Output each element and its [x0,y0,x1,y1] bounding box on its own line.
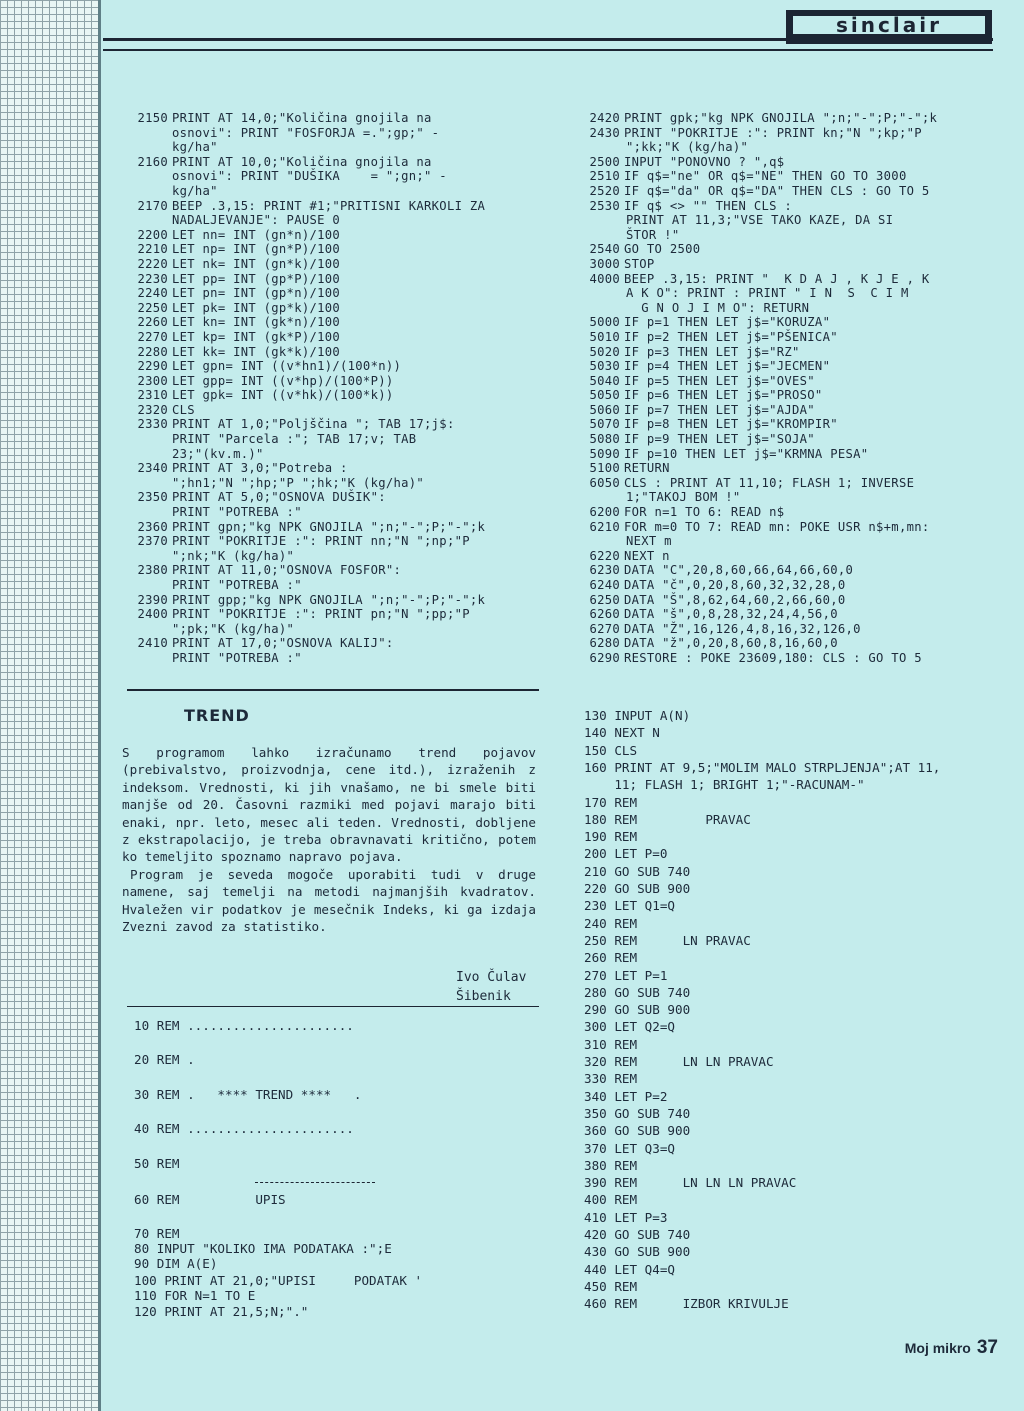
code-line [582,520,937,549]
code-line: 110 FOR N=1 TO E [134,1288,256,1303]
line-text: DATA "š",0,8,28,32,24,4,56,0 [624,607,838,622]
line-continuation: ŠTOR !" [626,227,680,242]
line-continuation: osnovi": PRINT "FOSFORJA =.";gp;" - [172,125,440,140]
line-text: IF p=3 THEN LET j$="RZ" [624,344,800,359]
line-continuation: PRINT "POTREBA :" [172,650,302,665]
line-continuation: A K O": PRINT : PRINT " I N S C I M [626,286,909,301]
listing-left-top [128,111,485,666]
line-number: 6050 [589,475,620,490]
line-text: IF p=8 THEN LET j$="KROMPIR" [624,417,838,432]
line-number: 2370 [137,534,168,549]
line-number: 2170 [137,198,168,213]
code-line [582,315,937,330]
line-number: 2210 [137,242,168,257]
line-number: 2510 [589,169,620,184]
code-line: 380 REM [584,1157,638,1173]
line-text: IF p=10 THEN LET j$="KRMNA PESA" [624,446,869,461]
line-text: BEEP .3,15: PRINT " K D A J , K J E , K [624,271,930,286]
code-line: 310 REM [584,1036,638,1052]
code-line [582,578,937,593]
line-text: PRINT AT 3,0;"Potreba : [172,461,348,476]
code-line [582,593,937,608]
line-continuation: ";hn1;"N ";hp;"P ";hk;"K (kg/ha)" [172,475,425,490]
code-line [128,242,485,257]
line-number: 2420 [589,111,620,125]
line-number: 5050 [589,388,620,403]
code-line [128,607,485,636]
section-rule-left [127,689,539,691]
line-number: 5020 [589,344,620,359]
line-text: LET gpk= INT ((v*hk)/(100*k)) [172,388,394,403]
line-number: 2390 [137,592,168,607]
article-title: TREND [184,706,250,725]
code-line: 390 REM LN LN LN PRAVAC [584,1175,797,1191]
code-line [128,315,485,330]
line-text: LET gpp= INT ((v*hp)/(100*P)) [172,373,394,388]
code-line: 130 INPUT A(N) [584,708,691,723]
code-line [582,607,937,622]
code-line [128,490,485,519]
code-line [128,520,485,535]
line-number: 6220 [589,548,620,563]
line-number: 6210 [589,519,620,534]
line-number: 6240 [589,578,620,592]
line-number: 2230 [137,271,168,286]
line-number: 6290 [589,650,620,665]
code-line: 260 REM [584,950,638,966]
line-text: GO TO 2500 [624,242,701,257]
line-continuation: PRINT AT 11,3;"VSE TAKO KAZE, DA SI [626,213,894,228]
code-line: 190 REM [584,829,638,845]
code-line: 50 REM [134,1156,180,1171]
code-line: 440 LET Q4=Q [584,1261,675,1277]
line-text: LET kk= INT (gk*k)/100 [172,344,341,359]
line-number: 6260 [589,607,620,622]
line-number: 2250 [137,300,168,315]
line-number: 2320 [137,402,168,417]
code-line: 70 REM [134,1226,180,1241]
code-line [128,534,485,563]
line-number: 5040 [589,373,620,388]
code-line: 220 GO SUB 900 [584,881,691,896]
line-text: DATA "Š",8,62,64,60,2,66,60,0 [624,592,846,607]
line-text: PRINT gpn;"kg NPK GNOJILA ";n;"-";P;"-";k [172,519,486,534]
line-number: 5080 [589,432,620,447]
code-line [582,126,937,155]
line-text: LET np= INT (gn*P)/100 [172,242,341,257]
line-number: 2220 [137,256,168,271]
line-continuation: kg/ha" [172,183,218,198]
code-line: 360 GO SUB 900 [584,1123,691,1139]
code-line: 210 GO SUB 740 [584,863,691,879]
line-number: 2520 [589,183,620,198]
page-number: 37 [976,1337,998,1358]
code-line [128,374,485,389]
code-line [582,432,937,447]
magazine-name: Moj mikro [904,1340,971,1356]
code-line: 11; FLASH 1; BRIGHT 1;"-RACUNAM-" [584,777,865,793]
line-text: PRINT gpk;"kg NPK GNOJILA ";n;"-";P;"-";k [624,111,938,125]
line-number: 2300 [137,373,168,388]
line-continuation: ";pk;"K (kg/ha)" [172,621,295,636]
code-line: 180 REM PRAVAC [584,811,751,827]
line-number: 5000 [589,315,620,330]
code-line [582,505,937,520]
graph-paper-margin [0,0,100,1411]
line-continuation: G N O J I M O": RETURN [626,300,810,315]
line-continuation: PRINT "POTREBA :" [172,505,302,520]
line-number: 2200 [137,227,168,242]
code-line [128,330,485,345]
code-line [128,345,485,360]
line-number: 6200 [589,505,620,520]
code-line [128,301,485,316]
line-number: 2350 [137,490,168,505]
line-text: DATA "Ž",16,126,4,8,16,32,126,0 [624,621,861,636]
line-text: PRINT "POKRITJE :": PRINT pn;"N ";pp;"P [172,607,470,622]
code-line: 350 GO SUB 740 [584,1105,691,1121]
code-line [128,228,485,243]
line-number: 2540 [589,242,620,257]
line-text: FOR n=1 TO 6: READ n$ [624,505,785,520]
code-line: 410 LET P=3 [584,1209,668,1225]
dashed-separator [255,1182,375,1183]
line-number: 5070 [589,417,620,432]
code-line: 150 CLS [584,742,638,758]
code-line: 280 GO SUB 740 [584,984,691,1000]
code-line: 200 LET P=0 [584,846,668,862]
code-line [582,417,937,432]
code-line: 460 REM IZBOR KRIVULJE [584,1296,789,1312]
article-paragraph-1: S programom lahko izračunamo trend pojavov (prebivalstvo, proizvodnja, cene itd.), izraženih z indeksom. Vrednosti, ki jih vnašamo, ne bi smele biti manjše od 20. Časovni razmiki med pojavi marajo biti enaki, npr. leto, mesec ali teden. Vrednosti, dobljene z ekstrapolacijo, je treba obravnavati kritično, potem ko temeljito spoznamo napravo pojava. [122,745,536,865]
line-number: 6230 [589,563,620,578]
code-line [582,359,937,374]
code-line: 170 REM [584,794,638,810]
code-line [128,359,485,374]
code-line: 290 GO SUB 900 [584,1002,691,1018]
code-line [582,461,937,476]
code-line [582,169,937,184]
line-number: 6250 [589,592,620,607]
code-line [582,622,937,637]
line-continuation: 23;"(kv.m.)" [172,446,264,461]
section-rule-bottom [127,1006,539,1007]
line-continuation: PRINT "POTREBA :" [172,578,302,592]
line-continuation: osnovi": PRINT "DUŠIKA = ";gn;" - [172,169,447,184]
article-paragraph-2: Program je seveda mogoče uporabiti tudi v druge namene, saj temelji na metodi najmanjših kvadratov. Hvaležen vir podatkov je mesečnik Indeks, ki ga izdaja Zvezni zavod za statistiko. [122,866,536,935]
margin-edge [98,0,101,1411]
code-line: 300 LET Q2=Q [584,1019,675,1035]
line-text: PRINT AT 17,0;"OSNOVA KALIJ": [172,636,394,651]
line-text: RESTORE : POKE 23609,180: CLS : GO TO 5 [624,650,922,665]
line-text: CLS : PRINT AT 11,10; FLASH 1; INVERSE [624,475,915,490]
author-name: Ivo Čulav [456,970,527,985]
code-line [128,111,485,155]
code-line: 320 REM LN LN PRAVAC [584,1054,774,1069]
code-line [582,184,937,199]
line-number: 5010 [589,329,620,344]
line-text: DATA "C",20,8,60,66,64,66,60,0 [624,563,854,578]
listing-right-top [582,111,937,666]
line-number: 6270 [589,621,620,636]
code-line [582,636,937,651]
line-text: PRINT "POKRITJE :": PRINT nn;"N ";np;"P [172,534,470,549]
line-text: IF p=6 THEN LET j$="PROSO" [624,388,823,403]
code-line: 430 GO SUB 900 [584,1244,691,1260]
code-line [582,257,937,272]
line-text: PRINT AT 14,0;"Količina gnojila na [172,111,432,125]
line-continuation: PRINT "Parcela :"; TAB 17;v; TAB [172,432,417,447]
line-continuation: NEXT m [626,534,672,549]
line-text: IF q$="da" OR q$="DA" THEN CLS : GO TO 5 [624,183,930,198]
line-continuation: NADALJEVANJE": PAUSE 0 [172,213,341,228]
code-line: 60 REM UPIS [134,1192,286,1207]
code-line [128,286,485,301]
code-line [582,447,937,462]
code-line [582,374,937,389]
line-text: IF p=5 THEN LET j$="OVES" [624,373,815,388]
line-text: CLS [172,402,195,417]
code-line: 330 REM [584,1071,638,1087]
line-text: IF p=7 THEN LET j$="AJDA" [624,402,815,417]
line-text: LET nk= INT (gn*k)/100 [172,256,341,271]
line-text: LET pk= INT (gp*k)/100 [172,300,341,315]
line-text: PRINT AT 11,0;"OSNOVA FOSFOR": [172,563,402,578]
code-line [128,593,485,608]
code-line: 160 PRINT AT 9,5;"MOLIM MALO STRPLJENJA";AT 11, [584,759,941,775]
code-line: 370 LET Q3=Q [584,1140,675,1156]
line-text: IF p=2 THEN LET j$="PŠENICA" [624,329,838,344]
line-text: LET kp= INT (gk*P)/100 [172,329,341,344]
code-line: 140 NEXT N [584,725,660,741]
line-text: INPUT "PONOVNO ? ",q$ [624,154,785,169]
line-number: 3000 [589,256,620,271]
line-number: 2380 [137,563,168,578]
line-number: 2410 [137,636,168,651]
line-text: NEXT n [624,548,670,563]
code-line [128,563,485,592]
line-number: 2360 [137,519,168,534]
code-line [128,155,485,199]
code-line [582,563,937,578]
line-number: 2500 [589,154,620,169]
code-line [582,549,937,564]
code-line: 90 DIM A(E) [134,1256,218,1271]
line-continuation: kg/ha" [172,140,218,155]
author-block [456,968,526,1006]
code-line [582,242,937,257]
line-text: PRINT AT 1,0;"Poljščina "; TAB 17;j$: [172,417,455,432]
line-number: 6280 [589,636,620,651]
line-text: IF p=4 THEN LET j$="JECMEN" [624,359,831,374]
line-text: IF q$="ne" OR q$="NE" THEN GO TO 3000 [624,169,907,184]
line-text: LET nn= INT (gn*n)/100 [172,227,341,242]
line-continuation: 1;"TAKOJ BOM !" [626,490,741,505]
code-line [128,257,485,272]
line-text: LET pn= INT (gp*n)/100 [172,286,341,301]
line-continuation: ";nk;"K (kg/ha)" [172,548,295,563]
code-line: 270 LET P=1 [584,967,668,983]
code-line: 80 INPUT "KOLIKO IMA PODATAKA :";E [134,1241,392,1256]
code-line: 400 REM [584,1192,638,1208]
code-line [582,651,937,666]
line-number: 2290 [137,359,168,374]
line-text: FOR m=0 TO 7: READ mn: POKE USR n$+m,mn: [624,519,930,534]
code-line: 420 GO SUB 740 [584,1227,691,1242]
code-line [128,636,485,665]
code-line: 240 REM [584,915,638,931]
code-line: 120 PRINT AT 21,5;N;"." [134,1304,309,1319]
code-line [582,388,937,403]
page-footer [905,1337,998,1359]
article-body [122,744,536,935]
code-line: 10 REM ...................... [134,1018,354,1033]
code-line [128,417,485,461]
code-line [582,272,937,316]
line-text: IF p=9 THEN LET j$="SOJA" [624,432,815,447]
logo-text: sinclair [793,16,985,34]
code-line [582,111,937,126]
line-text: LET gpn= INT ((v*hn1)/(100*n)) [172,359,402,374]
code-line: 340 LET P=2 [584,1088,668,1104]
line-number: 2530 [589,198,620,213]
line-number: 2340 [137,461,168,476]
line-number: 2260 [137,315,168,330]
line-number: 5060 [589,402,620,417]
code-line: 250 REM LN PRAVAC [584,932,751,948]
code-line [128,388,485,403]
line-number: 2160 [137,154,168,169]
code-line [128,199,485,228]
header-rule [103,38,993,51]
code-line [582,155,937,170]
line-text: DATA "č",0,20,8,60,32,32,28,0 [624,578,846,592]
code-line [582,199,937,243]
line-number: 2270 [137,329,168,344]
code-line [582,403,937,418]
line-number: 2430 [589,125,620,140]
line-text: STOP [624,256,655,271]
line-number: 2150 [137,111,168,125]
code-line [128,272,485,287]
line-text: BEEP .3,15: PRINT #1;"PRITISNI KARKOLI ZA [172,198,486,213]
line-number: 5030 [589,359,620,374]
code-line [128,403,485,418]
line-continuation: ";kk;"K (kg/ha)" [626,140,749,155]
code-line [582,345,937,360]
code-line [128,461,485,490]
line-number: 2280 [137,344,168,359]
code-line: 100 PRINT AT 21,0;"UPISI PODATAK ' [134,1273,423,1288]
code-line [582,330,937,345]
line-number: 2240 [137,286,168,301]
author-city: Šibenik [456,989,511,1004]
code-line: 20 REM . [134,1052,195,1067]
line-text: LET kn= INT (gk*n)/100 [172,315,341,330]
code-line [582,476,937,505]
code-line: 40 REM ...................... [134,1121,354,1136]
line-number: 2330 [137,417,168,432]
line-text: PRINT AT 5,0;"OSNOVA DUŠIK": [172,490,386,505]
line-number: 2400 [137,607,168,622]
line-number: 2310 [137,388,168,403]
line-text: DATA "ž",0,20,8,60,8,16,60,0 [624,636,838,651]
code-line: 30 REM . **** TREND **** . [134,1087,362,1102]
line-number: 5100 [589,461,620,476]
line-number: 5090 [589,446,620,461]
line-text: IF q$ <> "" THEN CLS : [624,198,793,213]
line-text: PRINT AT 10,0;"Količina gnojila na [172,154,432,169]
code-line: 450 REM [584,1278,638,1294]
line-text: LET pp= INT (gp*P)/100 [172,271,341,286]
line-text: PRINT gpp;"kg NPK GNOJILA ";n;"-";P;"-";k [172,592,486,607]
line-number: 4000 [589,271,620,286]
line-text: PRINT "POKRITJE :": PRINT kn;"N ";kp;"P [624,125,922,140]
line-text: RETURN [624,461,670,476]
code-line: 230 LET Q1=Q [584,898,675,914]
line-text: IF p=1 THEN LET j$="KORUZA" [624,315,831,330]
